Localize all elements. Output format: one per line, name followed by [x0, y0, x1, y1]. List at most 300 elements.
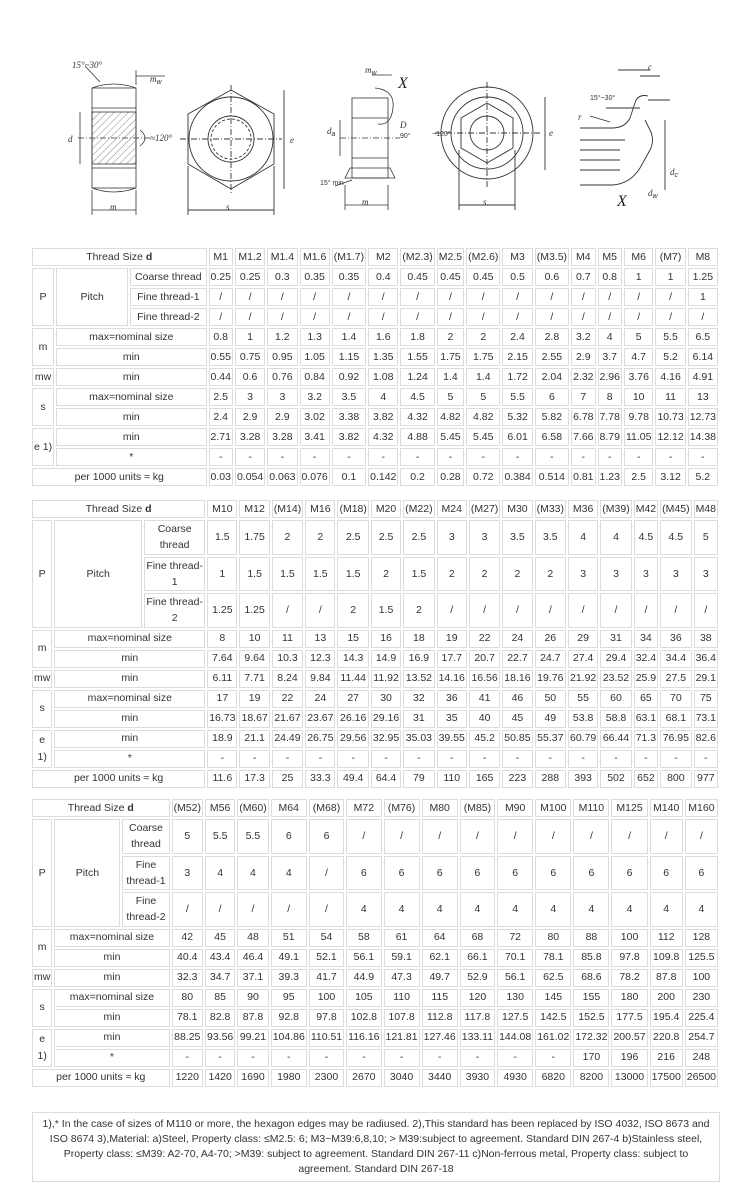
- value-cell: 49.7: [422, 969, 458, 987]
- value-cell: 24: [305, 690, 335, 708]
- label-pitch: Pitch: [54, 819, 120, 927]
- value-cell: 1.55: [400, 348, 434, 366]
- thread-size-cell: M5: [598, 248, 622, 266]
- value-cell: 1: [624, 268, 654, 286]
- value-cell: 30: [371, 690, 401, 708]
- drawings-svg: [0, 0, 750, 235]
- value-cell: 2.4: [209, 408, 233, 426]
- value-cell: 177.5: [611, 1009, 647, 1027]
- value-cell: 85: [205, 989, 235, 1007]
- value-cell: -: [535, 448, 569, 466]
- row-m-min: [32, 949, 718, 967]
- value-cell: 19.76: [535, 670, 566, 688]
- label-min: min: [54, 730, 205, 748]
- value-cell: 800: [660, 770, 691, 788]
- value-cell: 6: [384, 856, 420, 891]
- value-cell: -: [600, 750, 631, 768]
- value-cell: 34.4: [660, 650, 691, 668]
- row-e-min: [32, 428, 718, 446]
- label-m: m: [32, 630, 52, 668]
- value-cell: 79: [403, 770, 434, 788]
- label-coarse: Coarse thread: [144, 520, 205, 555]
- thread-size-cell: M72: [346, 799, 381, 817]
- value-cell: 4: [535, 892, 571, 927]
- value-cell: /: [502, 288, 532, 306]
- value-cell: 2.8: [535, 328, 569, 346]
- value-cell: 2: [469, 557, 500, 592]
- value-cell: 0.6: [535, 268, 569, 286]
- value-cell: 1.4: [332, 328, 366, 346]
- value-cell: 97.8: [309, 1009, 344, 1027]
- value-cell: /: [535, 593, 566, 628]
- value-cell: -: [172, 1049, 203, 1067]
- value-cell: 17500: [650, 1069, 683, 1087]
- value-cell: /: [460, 819, 495, 854]
- value-cell: /: [205, 892, 235, 927]
- value-cell: 155: [573, 989, 609, 1007]
- value-cell: 26.75: [305, 730, 335, 748]
- value-cell: 200.57: [611, 1029, 647, 1047]
- value-cell: 2.15: [502, 348, 532, 366]
- value-cell: 1.6: [368, 328, 398, 346]
- value-cell: 4.32: [400, 408, 434, 426]
- value-cell: 161.02: [535, 1029, 571, 1047]
- value-cell: 73.1: [694, 710, 718, 728]
- value-cell: 2300: [309, 1069, 344, 1087]
- value-cell: 40.4: [172, 949, 203, 967]
- value-cell: 6: [611, 856, 647, 891]
- value-cell: 18.67: [239, 710, 269, 728]
- value-cell: 110: [384, 989, 420, 1007]
- value-cell: 49.1: [271, 949, 307, 967]
- value-cell: 4: [205, 856, 235, 891]
- value-cell: 4: [497, 892, 533, 927]
- value-cell: 180: [611, 989, 647, 1007]
- value-cell: 6.5: [688, 328, 718, 346]
- value-cell: 0.84: [300, 368, 330, 386]
- value-cell: 4.88: [400, 428, 434, 446]
- value-cell: 0.76: [267, 368, 297, 386]
- value-cell: -: [371, 750, 401, 768]
- value-cell: 29.56: [337, 730, 368, 748]
- value-cell: 42: [172, 929, 203, 947]
- row-s-max: [32, 690, 718, 708]
- value-cell: 977: [694, 770, 718, 788]
- value-cell: 2.9: [235, 408, 265, 426]
- value-cell: 11.92: [371, 670, 401, 688]
- value-cell: 6: [309, 819, 344, 854]
- value-cell: 3.2: [571, 328, 595, 346]
- thread-size-header: Thread Size d: [32, 799, 170, 817]
- value-cell: -: [634, 750, 658, 768]
- value-cell: 47.3: [384, 969, 420, 987]
- value-cell: 22: [469, 630, 500, 648]
- value-cell: 1.5: [371, 593, 401, 628]
- value-cell: 15: [337, 630, 368, 648]
- value-cell: /: [235, 288, 265, 306]
- value-cell: /: [209, 288, 233, 306]
- thread-size-cell: M36: [568, 500, 598, 518]
- value-cell: 1690: [237, 1069, 268, 1087]
- value-cell: 66.1: [460, 949, 495, 967]
- thread-size-cell: M2: [368, 248, 398, 266]
- value-cell: -: [300, 448, 330, 466]
- value-cell: -: [437, 448, 464, 466]
- value-cell: 3.2: [300, 388, 330, 406]
- label-pitch: Pitch: [54, 520, 142, 628]
- value-cell: 1.5: [305, 557, 335, 592]
- value-cell: 2.4: [502, 328, 532, 346]
- value-cell: 196: [611, 1049, 647, 1067]
- value-cell: 56.1: [497, 969, 533, 987]
- spec-table-1: [30, 246, 720, 488]
- value-cell: /: [571, 288, 595, 306]
- value-cell: /: [624, 288, 654, 306]
- value-cell: -: [460, 1049, 495, 1067]
- row-coarse: [32, 520, 718, 555]
- label-per1000: per 1000 units ≈ kg: [32, 468, 207, 486]
- value-cell: 7.78: [598, 408, 622, 426]
- value-cell: 1.75: [466, 348, 500, 366]
- value-cell: 0.4: [368, 268, 398, 286]
- value-cell: 34.7: [205, 969, 235, 987]
- value-cell: 128: [685, 929, 718, 947]
- label-s: s: [32, 388, 54, 426]
- value-cell: -: [209, 448, 233, 466]
- value-cell: 1.4: [466, 368, 500, 386]
- value-cell: 100: [309, 989, 344, 1007]
- value-cell: 165: [469, 770, 500, 788]
- value-cell: 3: [568, 557, 598, 592]
- thread-size-header: Thread Size d: [32, 500, 205, 518]
- value-cell: /: [535, 288, 569, 306]
- value-cell: 0.25: [235, 268, 265, 286]
- value-cell: 1.25: [239, 593, 269, 628]
- value-cell: /: [688, 308, 718, 326]
- value-cell: 2.04: [535, 368, 569, 386]
- label-fine1: Fine thread-1: [122, 856, 169, 891]
- value-cell: -: [309, 1049, 344, 1067]
- value-cell: 230: [685, 989, 718, 1007]
- value-cell: 0.2: [400, 468, 434, 486]
- value-cell: 216: [650, 1049, 683, 1067]
- value-cell: 22.7: [502, 650, 532, 668]
- value-cell: 4: [384, 892, 420, 927]
- value-cell: 116.16: [346, 1029, 381, 1047]
- value-cell: /: [598, 288, 622, 306]
- value-cell: 19: [437, 630, 467, 648]
- value-cell: 24.49: [272, 730, 303, 748]
- label-r: r: [578, 112, 582, 122]
- value-cell: -: [239, 750, 269, 768]
- label-min: min: [54, 1009, 169, 1027]
- value-cell: /: [271, 892, 307, 927]
- value-cell: 4: [573, 892, 609, 927]
- value-cell: 0.45: [400, 268, 434, 286]
- value-cell: 9.64: [239, 650, 269, 668]
- value-cell: 2: [437, 328, 464, 346]
- value-cell: 1.23: [598, 468, 622, 486]
- label-15-min: 15° min: [320, 180, 344, 187]
- thread-size-cell: (M22): [403, 500, 434, 518]
- value-cell: /: [535, 819, 571, 854]
- value-cell: 21.1: [239, 730, 269, 748]
- value-cell: 225.4: [685, 1009, 718, 1027]
- value-cell: /: [600, 593, 631, 628]
- value-cell: 107.8: [384, 1009, 420, 1027]
- value-cell: 1.25: [207, 593, 237, 628]
- value-cell: 3040: [384, 1069, 420, 1087]
- value-cell: 16.73: [207, 710, 237, 728]
- value-cell: 2: [535, 557, 566, 592]
- value-cell: 37.1: [237, 969, 268, 987]
- row-weight: [32, 770, 718, 788]
- value-cell: 3: [235, 388, 265, 406]
- drawing-front-view: [180, 85, 284, 215]
- row-s-max: [32, 388, 718, 406]
- label-s: s: [32, 690, 52, 728]
- drawing-detail-x: [580, 70, 670, 190]
- value-cell: 130: [497, 989, 533, 1007]
- value-cell: 3.82: [368, 408, 398, 426]
- value-cell: 14.38: [688, 428, 718, 446]
- thread-size-cell: M160: [685, 799, 718, 817]
- value-cell: 20.7: [469, 650, 500, 668]
- thread-size-cell: M100: [535, 799, 571, 817]
- value-cell: 65: [634, 690, 658, 708]
- value-cell: 6: [535, 856, 571, 891]
- value-cell: /: [655, 288, 685, 306]
- value-cell: 58: [346, 929, 381, 947]
- value-cell: 6.14: [688, 348, 718, 366]
- label-e: e 1): [32, 1029, 52, 1067]
- row-s-min: [32, 408, 718, 426]
- value-cell: 3.41: [300, 428, 330, 446]
- value-cell: /: [437, 288, 464, 306]
- thread-size-cell: M56: [205, 799, 235, 817]
- value-cell: 80: [172, 989, 203, 1007]
- value-cell: 88: [573, 929, 609, 947]
- value-cell: 1: [655, 268, 685, 286]
- value-cell: -: [571, 448, 595, 466]
- value-cell: 75: [694, 690, 718, 708]
- label-max-nominal: max=nominal size: [54, 630, 205, 648]
- value-cell: -: [368, 448, 398, 466]
- value-cell: 26: [535, 630, 566, 648]
- value-cell: 3.12: [655, 468, 685, 486]
- value-cell: 72: [497, 929, 533, 947]
- value-cell: 4.7: [624, 348, 654, 366]
- label-star: *: [54, 1049, 169, 1067]
- thread-size-cell: (M27): [469, 500, 500, 518]
- value-cell: 70: [660, 690, 691, 708]
- value-cell: 2.5: [624, 468, 654, 486]
- value-cell: 36: [660, 630, 691, 648]
- label-m-2: m: [362, 197, 369, 207]
- value-cell: /: [685, 819, 718, 854]
- value-cell: 0.054: [235, 468, 265, 486]
- label-120: ≈120°: [150, 133, 173, 143]
- value-cell: 24.7: [535, 650, 566, 668]
- value-cell: 105: [346, 989, 381, 1007]
- thread-size-cell: M20: [371, 500, 401, 518]
- value-cell: -: [403, 750, 434, 768]
- value-cell: 29.1: [694, 670, 718, 688]
- value-cell: 3: [600, 557, 631, 592]
- value-cell: 0.44: [209, 368, 233, 386]
- spec-table-2: [30, 498, 720, 790]
- label-md: $m_w$: [365, 65, 377, 77]
- value-cell: 3.5: [332, 388, 366, 406]
- value-cell: 88.25: [172, 1029, 203, 1047]
- value-cell: 9.84: [305, 670, 335, 688]
- value-cell: 5: [466, 388, 500, 406]
- value-cell: -: [384, 1049, 420, 1067]
- value-cell: 0.142: [368, 468, 398, 486]
- value-cell: 2.71: [209, 428, 233, 446]
- label-90: 90°: [400, 133, 411, 140]
- value-cell: 4.32: [368, 428, 398, 446]
- value-cell: 1: [235, 328, 265, 346]
- value-cell: 2: [272, 520, 303, 555]
- value-cell: 55: [568, 690, 598, 708]
- value-cell: 62.5: [535, 969, 571, 987]
- value-cell: 100: [611, 929, 647, 947]
- value-cell: 1: [688, 288, 718, 306]
- value-cell: 2.5: [209, 388, 233, 406]
- value-cell: 4: [271, 856, 307, 891]
- value-cell: 68.6: [573, 969, 609, 987]
- value-cell: 21.67: [272, 710, 303, 728]
- label-e-2: e: [549, 128, 553, 138]
- value-cell: /: [571, 308, 595, 326]
- value-cell: -: [502, 448, 532, 466]
- label-m: m: [32, 929, 52, 967]
- value-cell: 0.45: [466, 268, 500, 286]
- value-cell: 1.05: [300, 348, 330, 366]
- row-fine2: [32, 308, 718, 326]
- value-cell: 1.75: [437, 348, 464, 366]
- value-cell: 0.8: [209, 328, 233, 346]
- value-cell: 14.9: [371, 650, 401, 668]
- row-m-min: [32, 650, 718, 668]
- row-mw-min: [32, 368, 718, 386]
- value-cell: /: [332, 308, 366, 326]
- label-dw: $d_w$: [648, 188, 658, 200]
- row-fine1: [32, 288, 718, 306]
- value-cell: 49.4: [337, 770, 368, 788]
- value-cell: -: [267, 448, 297, 466]
- value-cell: 10.73: [655, 408, 685, 426]
- value-cell: 95: [271, 989, 307, 1007]
- label-mw: mw: [32, 670, 52, 688]
- thread-size-cell: (M60): [237, 799, 268, 817]
- value-cell: /: [267, 288, 297, 306]
- value-cell: 112.8: [422, 1009, 458, 1027]
- label-min: min: [54, 1029, 169, 1047]
- value-cell: 80: [535, 929, 571, 947]
- value-cell: 66.44: [600, 730, 631, 748]
- thread-size-cell: M4: [571, 248, 595, 266]
- value-cell: 60.79: [568, 730, 598, 748]
- label-fine1: Fine thread-1: [130, 288, 206, 306]
- value-cell: 12.73: [688, 408, 718, 426]
- label-mw: $m_w$: [150, 74, 162, 86]
- value-cell: 4: [685, 892, 718, 927]
- thread-size-cell: M42: [634, 500, 658, 518]
- label-e: e 1): [32, 428, 54, 466]
- value-cell: 26.16: [337, 710, 368, 728]
- thread-size-cell: M12: [239, 500, 269, 518]
- value-cell: 3.28: [267, 428, 297, 446]
- value-cell: /: [384, 819, 420, 854]
- value-cell: 10.3: [272, 650, 303, 668]
- value-cell: /: [172, 892, 203, 927]
- row-weight: [32, 468, 718, 486]
- value-cell: 1.5: [403, 557, 434, 592]
- value-cell: 50.85: [502, 730, 532, 748]
- value-cell: 3: [660, 557, 691, 592]
- label-max-nominal: max=nominal size: [56, 328, 206, 346]
- value-cell: 5: [437, 388, 464, 406]
- value-cell: 5.2: [655, 348, 685, 366]
- row-weight: [32, 1069, 718, 1087]
- value-cell: 2: [502, 557, 532, 592]
- value-cell: 4: [237, 856, 268, 891]
- value-cell: 21.92: [568, 670, 598, 688]
- thread-size-cell: M64: [271, 799, 307, 817]
- value-cell: 0.25: [209, 268, 233, 286]
- value-cell: 2: [466, 328, 500, 346]
- label-da: $d_a$: [327, 126, 336, 138]
- value-cell: 6820: [535, 1069, 571, 1087]
- value-cell: -: [466, 448, 500, 466]
- value-cell: 1980: [271, 1069, 307, 1087]
- label-s: s: [226, 202, 230, 212]
- value-cell: 45: [502, 710, 532, 728]
- value-cell: 1.5: [337, 557, 368, 592]
- value-cell: /: [611, 819, 647, 854]
- value-cell: 1.25: [688, 268, 718, 286]
- value-cell: 6: [573, 856, 609, 891]
- value-cell: 3: [437, 520, 467, 555]
- value-cell: 25.9: [634, 670, 658, 688]
- value-cell: 71.3: [634, 730, 658, 748]
- value-cell: /: [422, 819, 458, 854]
- label-pitch: Pitch: [56, 268, 128, 326]
- row-m-max: [32, 929, 718, 947]
- label-angle-15-30-b: 15°~30°: [590, 95, 616, 102]
- value-cell: 3.76: [624, 368, 654, 386]
- value-cell: 4.16: [655, 368, 685, 386]
- value-cell: 11: [655, 388, 685, 406]
- value-cell: /: [502, 308, 532, 326]
- value-cell: 48: [237, 929, 268, 947]
- label-min: min: [54, 710, 205, 728]
- value-cell: 6: [497, 856, 533, 891]
- value-cell: -: [497, 1049, 533, 1067]
- value-cell: 220.8: [650, 1029, 683, 1047]
- value-cell: /: [497, 819, 533, 854]
- value-cell: 110: [437, 770, 467, 788]
- value-cell: 27: [337, 690, 368, 708]
- value-cell: 0.076: [300, 468, 330, 486]
- label-e: e: [290, 135, 294, 145]
- value-cell: 1.35: [368, 348, 398, 366]
- value-cell: 3: [267, 388, 297, 406]
- label-e: e 1): [32, 730, 52, 768]
- value-cell: 2: [371, 557, 401, 592]
